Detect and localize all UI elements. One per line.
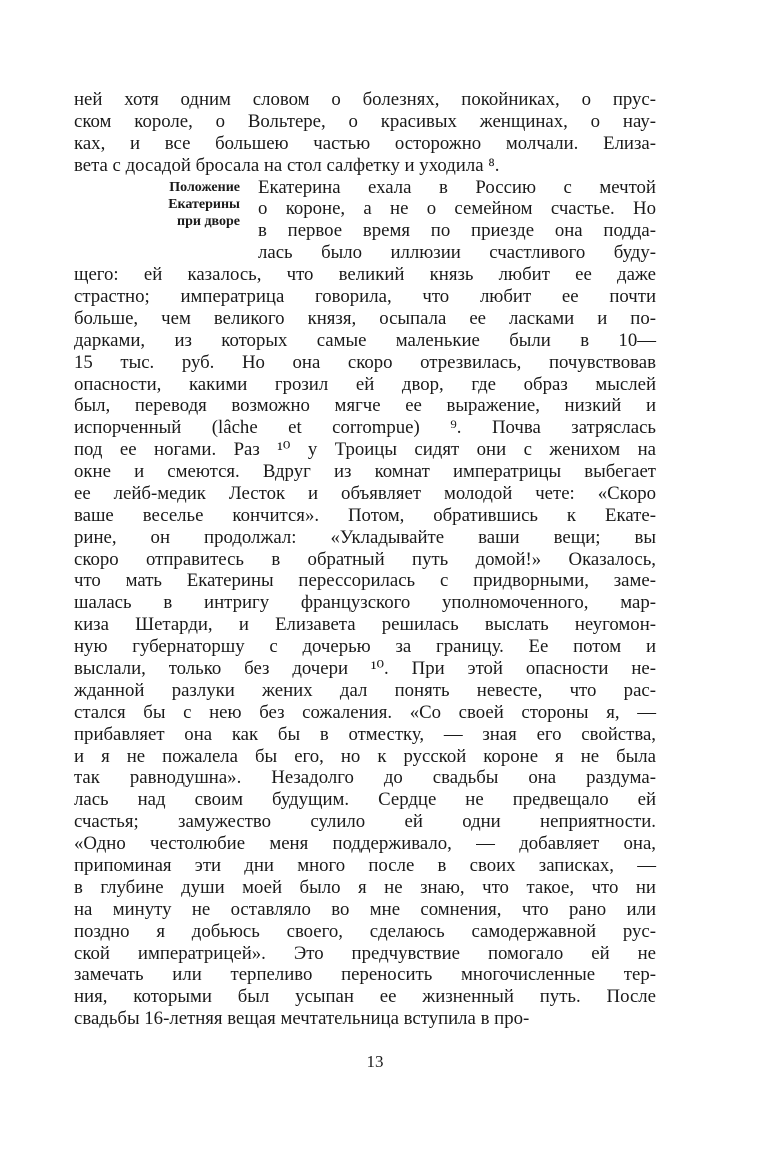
text-line: щего: ей казалось, что великий князь любит ее даже	[74, 264, 656, 286]
margin-note	[110, 179, 240, 230]
text-line: ней хотя одним словом о болезнях, покойниках, о прус-	[74, 89, 656, 110]
text-line: шалась в интригу французского уполномоченного, мар-	[74, 592, 656, 614]
text-line: лась было иллюзии счастливого буду-	[258, 242, 656, 264]
text-line: страстно; императрица говорила, что любит ее почти	[74, 286, 656, 307]
text-line: жданной разлуки жених дал понять невесте, что рас-	[74, 679, 656, 701]
text-line: лась над своим будущим. Сердце не предвещало ей	[74, 789, 656, 811]
text-line: вета с досадой бросала на стол салфетку и уходила ⁸.	[74, 154, 500, 176]
text-line: был, переводя возможно мягче ее выражение, низкий и	[74, 395, 656, 417]
text-line: ее лейб-медик Лесток и объявляет молодой чете: «Скоро	[74, 482, 656, 504]
text-line: что мать Екатерины перессорилась с придворными, заме-	[74, 570, 656, 592]
text-line: Екатерина ехала в Россию с мечтой	[258, 176, 656, 198]
text-line: поздно я добьюсь своего, сделаюсь самодержавной рус-	[74, 920, 656, 942]
text-line: стался бы с нею без сожаления. «Со своей стороны я, —	[74, 701, 656, 723]
margin-note-line: Положение	[169, 179, 240, 195]
text-line: свадьбы 16-летняя вещая мечтательница вступила в про-	[74, 1008, 530, 1030]
text-line: 15 тыс. руб. Но она скоро отрезвилась, почувствовав	[74, 351, 656, 373]
text-line: больше, чем великого князя, осыпала ее ласками и по-	[74, 307, 656, 329]
text-line: о короне, а не о семейном счастье. Но	[258, 198, 656, 220]
page-number: 13	[366, 1052, 384, 1071]
margin-note-line: при дворе	[177, 213, 240, 229]
text-line: рине, он продолжал: «Укладывайте ваши вещи; вы	[74, 526, 656, 548]
margin-note-line: Екатерины	[168, 196, 240, 212]
text-line: прибавляет она как бы в отместку, — зная его свойства,	[74, 723, 656, 745]
text-line: в первое время по приезде она подда-	[258, 220, 656, 242]
text-line: окне и смеются. Вдруг из комнат императрицы выбегает	[74, 461, 656, 482]
text-line: ния, которыми был усыпан ее жизненный путь. После	[74, 986, 656, 1008]
text-line: ваше веселье кончится». Потом, обратившись к Екате-	[74, 504, 656, 526]
text-line: замечать или терпеливо переносить многочисленные тер-	[74, 964, 656, 986]
text-line: припоминая эти дни много после в своих записках, —	[74, 854, 656, 876]
text-line: так равнодушна». Незадолго до свадьбы она раздума-	[74, 767, 656, 789]
text-line: ную губернаторшу с дочерью за границу. Ее потом и	[74, 636, 656, 658]
text-line: ках, и все большею частью осторожно молчали. Елиза-	[74, 132, 656, 154]
text-line: ском короле, о Вольтере, о красивых женщинах, о нау-	[74, 110, 656, 132]
text-line: дарками, из которых самые маленькие были в 10—	[74, 329, 656, 351]
text-line: в глубине души моей было я не знаю, что такое, что ни	[74, 876, 656, 898]
text-line: скоро отправитесь в обратный путь домой!» Оказалось,	[74, 548, 656, 570]
text-line: ской императрицей». Это предчувствие помогало ей не	[74, 942, 656, 964]
text-line: счастья; замужество сулило ей одни неприятности.	[74, 811, 656, 833]
text-line: на минуту не оставляло во мне сомнения, что рано или	[74, 898, 656, 920]
text-line: опасности, какими грозил ей двор, где образ мыслей	[74, 373, 656, 395]
text-line: «Одно честолюбие меня поддерживало, — добавляет она,	[74, 833, 656, 854]
text-line: и я не пожалела бы его, но к русской короне я не была	[74, 745, 656, 767]
text-line: под ее ногами. Раз ¹⁰ у Троицы сидят они с женихом на	[74, 439, 656, 461]
text-line: испорченный (lâche et corrompue) ⁹. Почва затряслась	[74, 417, 656, 439]
text-line: киза Шетарди, и Елизавета решилась выслать неугомон-	[74, 614, 656, 636]
text-line: выслали, только без дочери ¹⁰. При этой опасности не-	[74, 658, 656, 679]
